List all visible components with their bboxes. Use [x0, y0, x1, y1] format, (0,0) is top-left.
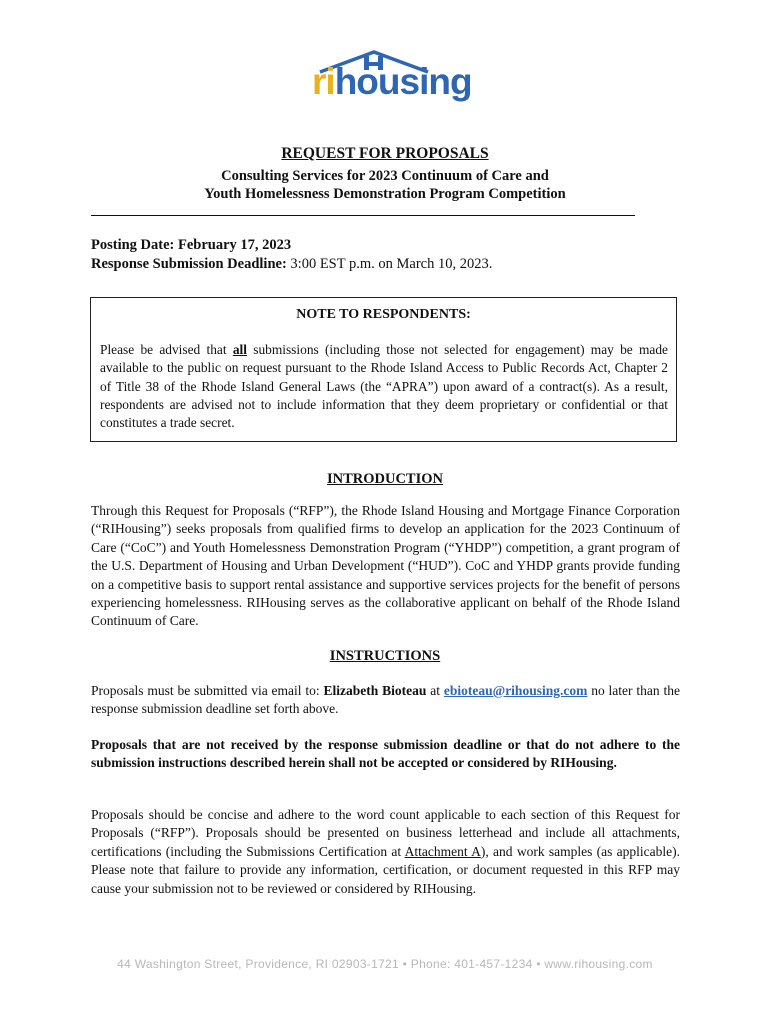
instructions-paragraph-3: [91, 806, 680, 898]
introduction-paragraph: Through this Request for Proposals (“RFP”), the Rhode Island Housing and Mortgage Finance Corporation (“RIHousing”) seeks proposals from qualified firms to develop an application for the 2023 Continuum of Care (“CoC”) and Youth Homelessness Demonstration Program (“YHDP”) competition, a grant program of the U.S. Department of Housing and Urban Development (“HUD”). CoC and YHDP grants provide funding on a competitive basis to support rental assistance and supportive services projects for the benefit of persons experiencing homelessness. RIHousing serves as the collaborative applicant on behalf of the Rhode Island Continuum of Care.: [91, 503, 680, 629]
p1-text-start: Proposals must be submitted via email to:: [91, 683, 324, 698]
note-to-respondents-box: [90, 297, 677, 442]
submission-deadline: [91, 256, 492, 273]
rfp-subtitle-line1: Consulting Services for 2023 Continuum of Care and: [221, 168, 549, 184]
instructions-paragraph-2: Proposals that are not received by the response submission deadline or that do not adhere to the submission instructions described herein shall not be accepted or considered by RIHousing.: [91, 737, 680, 771]
note-text-rest: submissions (including those not selected for engagement) may be made available to the public on request pursuant to the Rhode Island Access to Public Records Act, Chapter 2 of Title 38 of the Rhode Island General Laws (the “APRA”) upon award of a contract(s). As a result, respondents are advised not to include information that they deem proprietary or confidential or that constitutes a trade secret.: [100, 342, 668, 431]
rfp-subtitle-line2: Youth Homelessness Demonstration Program Competition: [204, 186, 566, 202]
introduction-heading: INTRODUCTION: [326, 471, 443, 487]
p3-text-start: Proposals should be concise and adhere to the word count applicable to each section of this Request for Proposals (“RFP”). Proposals should be presented on business letterhead and include all attachments, certifications (including the Submissions Certification at: [91, 807, 680, 859]
p1-at: at: [426, 683, 444, 698]
instructions-heading: INSTRUCTIONS: [329, 648, 441, 664]
header-divider: [91, 215, 635, 216]
deadline-value: 3:00 EST p.m. on March 10, 2023.: [286, 256, 493, 272]
contact-name: Elizabeth Bioteau: [323, 683, 427, 698]
logo-ri: ri: [312, 61, 335, 102]
rfp-title: REQUEST FOR PROPOSALS: [281, 145, 489, 162]
logo-wordmark: [312, 60, 472, 104]
posting-date: Posting Date: February 17, 2023: [91, 237, 292, 253]
p1-text-end: no later than the response submission deadline set forth above.: [91, 683, 680, 717]
note-body: [100, 341, 668, 432]
p3-text-end: ), and work samples (as applicable). Please note that failure to provide any information, certification, or document requested in this RFP may cause your submission not to be reviewed or considered by RIHousing.: [91, 843, 680, 896]
instructions-paragraph-1: [91, 682, 680, 719]
deadline-label: Response Submission Deadline:: [91, 256, 287, 272]
logo-housing: housing: [334, 61, 472, 102]
note-title: NOTE TO RESPONDENTS:: [296, 307, 471, 322]
footer-address: 44 Washington Street, Providence, RI 02903-1721 • Phone: 401-457-1234 • www.rihousing.com: [117, 957, 653, 971]
attachment-a-reference: Attachment A: [404, 843, 481, 859]
rihousing-logo: [312, 48, 472, 106]
contact-email-link[interactable]: ebioteau@rihousing.com: [443, 683, 588, 698]
note-emphasis: all: [232, 342, 247, 357]
note-text-start: Please be advised that: [100, 342, 233, 357]
